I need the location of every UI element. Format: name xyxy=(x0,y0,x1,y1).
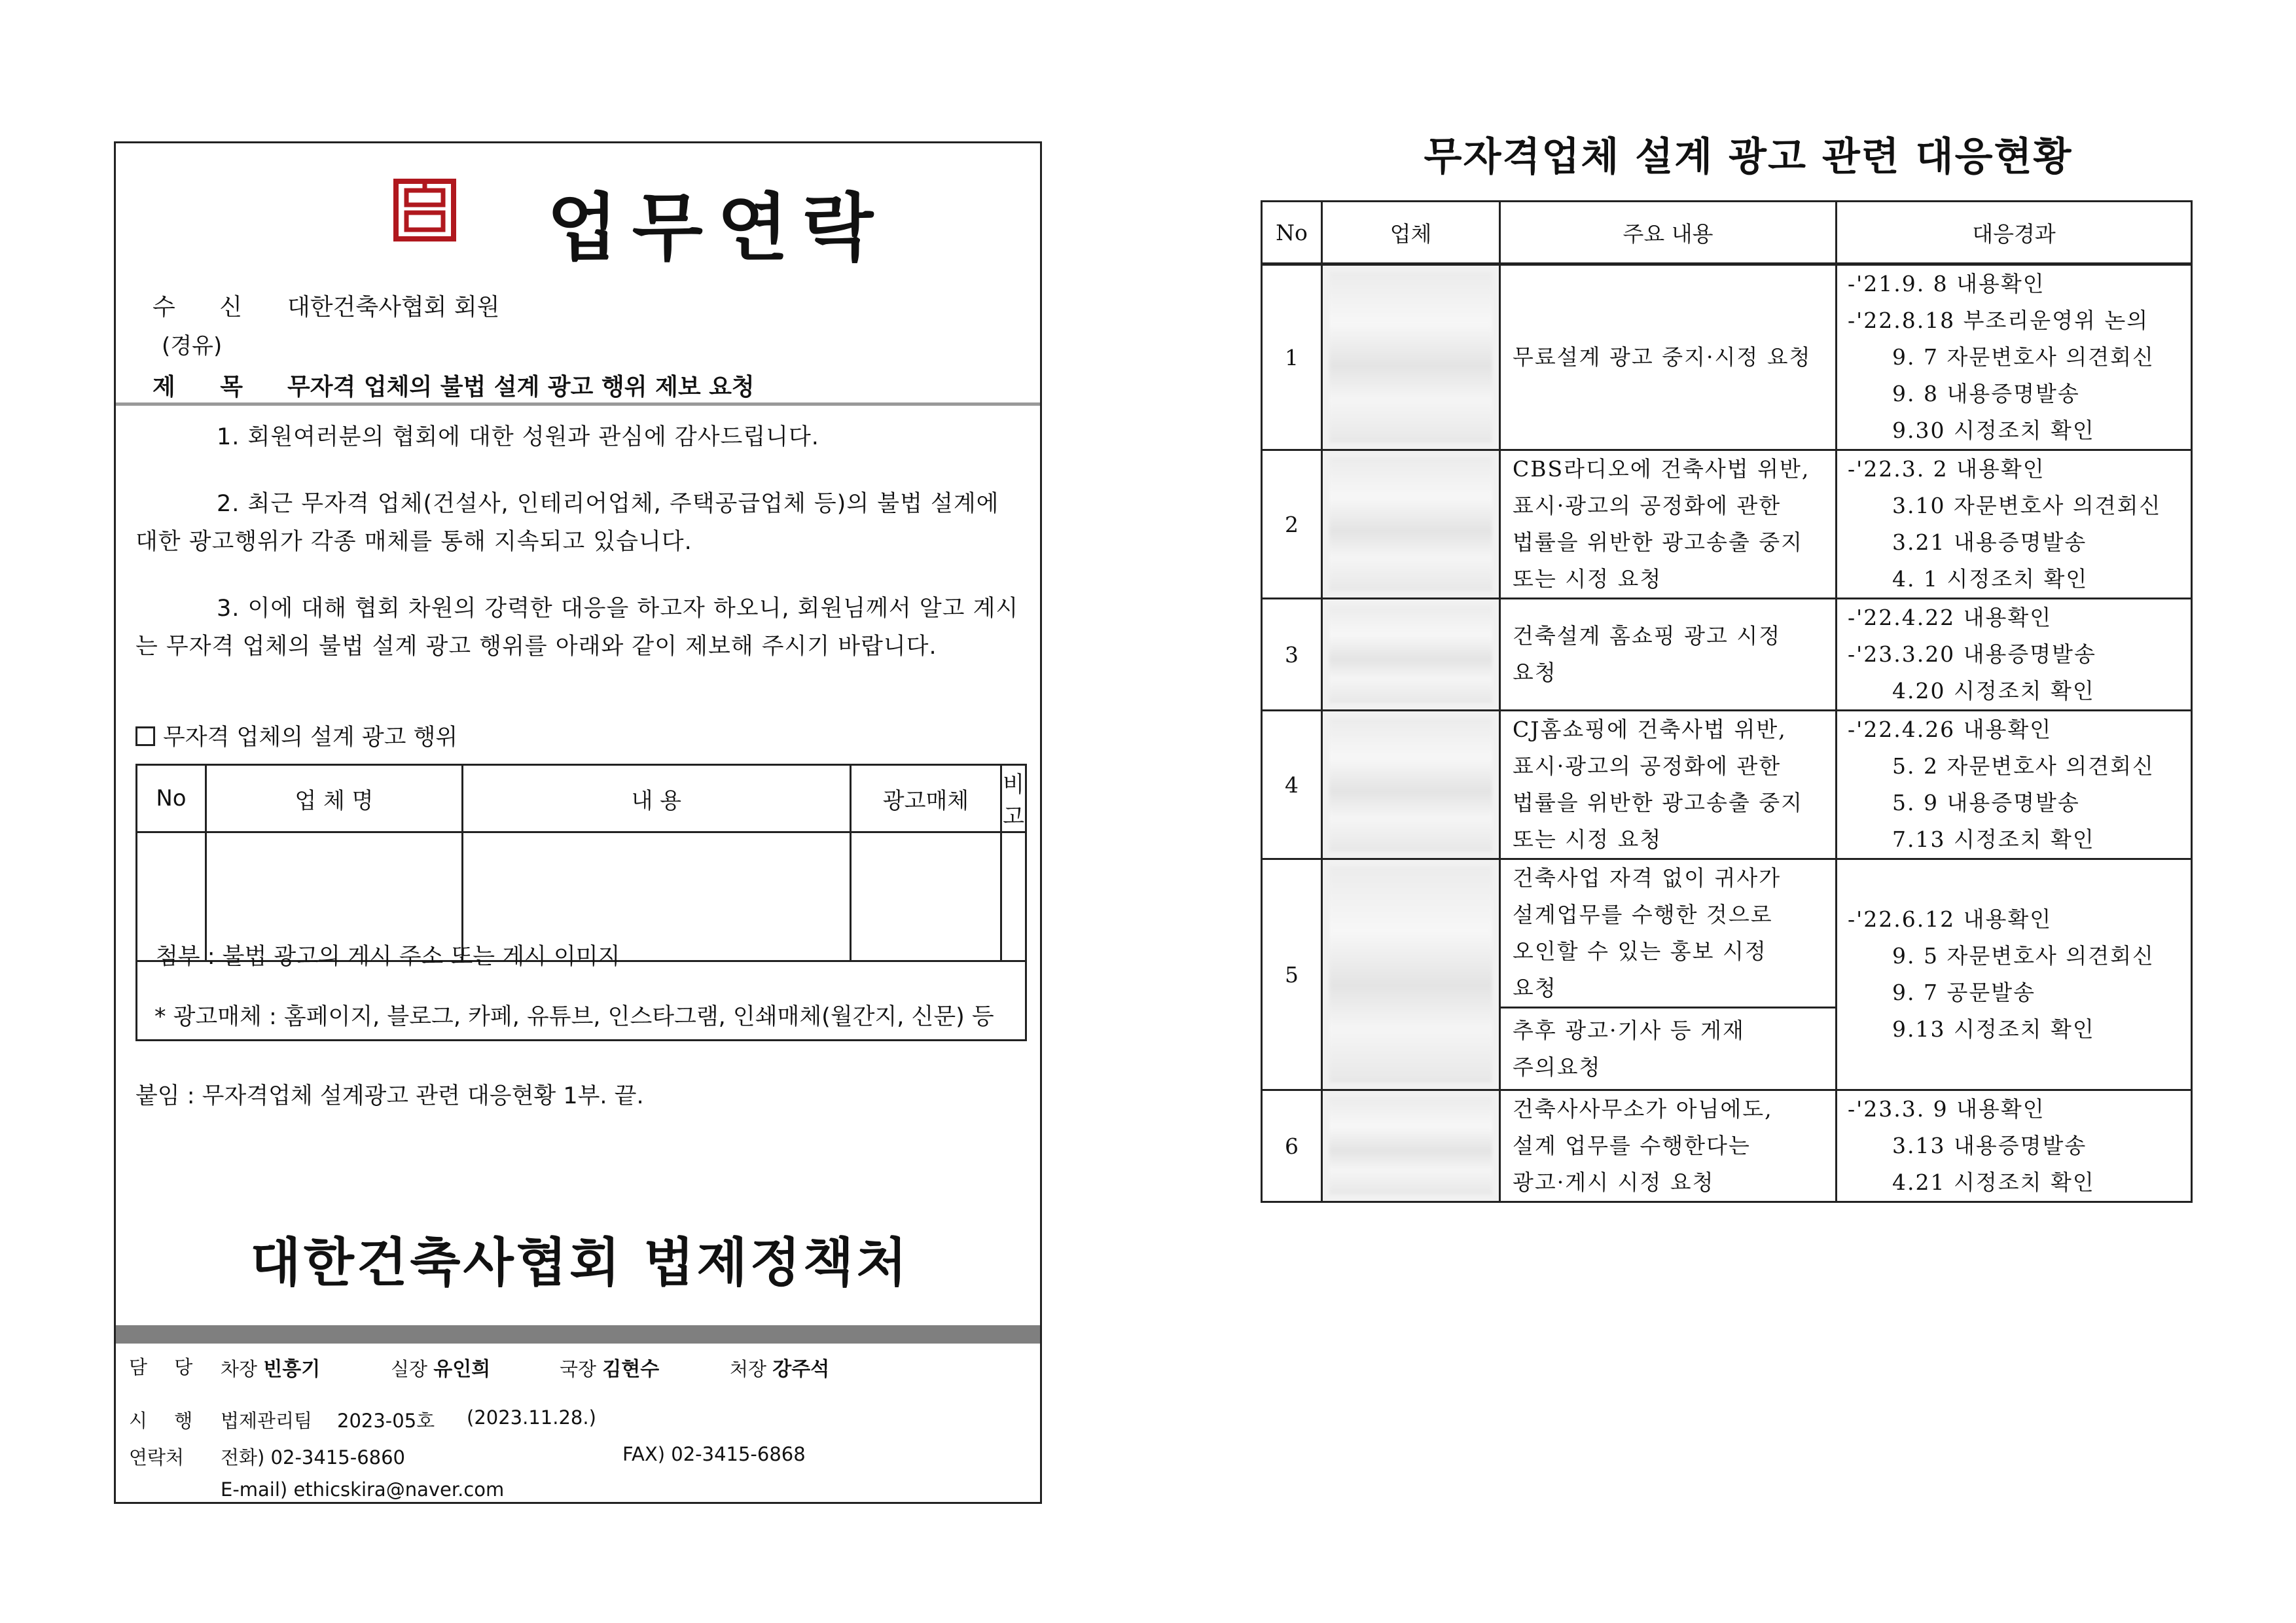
charge-label: 담 당 xyxy=(129,1356,204,1378)
document-number: 2023-05호 xyxy=(337,1410,435,1432)
report-cell-media[interactable] xyxy=(850,832,1001,961)
table-row xyxy=(1262,264,2192,450)
report-header-media: 광고매체 xyxy=(850,766,1001,832)
approver-4: 처장 강주석 xyxy=(730,1358,830,1381)
recipient-label: 수 신 xyxy=(152,294,260,321)
memo-title: 업무연락 xyxy=(547,186,888,271)
recipient-value: 대한건축사협회 회원 xyxy=(287,294,500,321)
table-row xyxy=(1262,859,2192,1008)
section-title: 무자격 업체의 설계 광고 행위 xyxy=(163,724,458,751)
company-redacted xyxy=(1322,599,1500,711)
row-result: -'21.9. 8 내용확인 -'22.8.18 부조리운영위 논의 9. 7 자문변호사 의견회신 9. 8 내용증명발송 9.30 시정조치 확인 xyxy=(1837,264,2192,450)
issuing-organization: 대한건축사협회 법제정책처 xyxy=(250,1232,910,1293)
company-redacted xyxy=(1322,711,1500,859)
row-number: 1 xyxy=(1262,264,1322,450)
row-number: 6 xyxy=(1262,1090,1322,1202)
header-divider xyxy=(116,402,1040,406)
approver-2: 실장 유인희 xyxy=(391,1358,491,1381)
phone-number: 전화) 02-3415-6860 xyxy=(221,1446,405,1469)
row-result: -'22.4.22 내용확인 -'23.3.20 내용증명발송 4.20 시정조치 확인 xyxy=(1837,599,2192,711)
table-row xyxy=(1262,450,2192,599)
table-row xyxy=(1262,1090,2192,1202)
issue-label: 시 행 xyxy=(129,1410,204,1432)
row-number: 5 xyxy=(1262,859,1322,1090)
subject-label: 제 목 xyxy=(152,374,262,401)
row-content: 무료설계 광고 중지·시정 요청 xyxy=(1500,264,1837,450)
status-header-company: 업체 xyxy=(1322,202,1500,264)
media-note: * 광고매체 : 홈페이지, 블로그, 카페, 유튜브, 인스타그램, 인쇄매체(월간지, 신문) 등 xyxy=(154,1004,994,1030)
approver-3: 국장 김현수 xyxy=(560,1358,660,1381)
section-heading xyxy=(135,719,457,752)
company-redacted xyxy=(1322,859,1500,1090)
row-result: -'22.3. 2 내용확인 3.10 자문변호사 의견회신 3.21 내용증명발송 4. 1 시정조치 확인 xyxy=(1837,450,2192,599)
company-redacted xyxy=(1322,264,1500,450)
report-header-remarks: 비고 xyxy=(1001,766,1025,832)
footer-divider xyxy=(116,1325,1040,1344)
row-content: CBS라디오에 건축사법 위반, 표시·광고의 공정화에 관한 법률을 위반한 광고송출 중지 또는 시정 요청 xyxy=(1500,450,1837,599)
company-redacted xyxy=(1322,1090,1500,1202)
paragraph-3: 3. 이에 대해 협회 차원의 강력한 대응을 하고자 하오니, 회원님께서 알고 계시는 무자격 업체의 불법 설계 광고 행위를 아래와 같이 제보해 주시기 바랍니다. xyxy=(135,596,1019,660)
status-header-result: 대응경과 xyxy=(1837,202,2192,264)
table-row xyxy=(1262,711,2192,859)
status-table xyxy=(1261,200,2193,1203)
paragraph-1: 1. 회원여러분의 협회에 대한 성원과 관심에 감사드립니다. xyxy=(217,424,819,450)
status-header-no: No xyxy=(1262,202,1322,264)
row-number: 2 xyxy=(1262,450,1322,599)
contact-label: 연락처 xyxy=(129,1446,185,1469)
checkbox-icon xyxy=(135,726,155,746)
row-result: -'22.4.26 내용확인 5. 2 자문변호사 의견회신 5. 9 내용증명발송 7.13 시정조치 확인 xyxy=(1837,711,2192,859)
paragraph-2: 2. 최근 무자격 업체(건설사, 인테리어업체, 주택공급업체 등)의 불법 설계에 대한 광고행위가 각종 매체를 통해 지속되고 있습니다. xyxy=(135,491,999,555)
fax-number: FAX) 02-3415-6868 xyxy=(622,1443,806,1465)
row-content: 건축사업 자격 없이 귀사가 설계업무를 수행한 것으로 오인할 수 있는 홍보 시정 요청 xyxy=(1500,859,1837,1008)
row-number: 3 xyxy=(1262,599,1322,711)
status-header-content: 주요 내용 xyxy=(1500,202,1837,264)
attachment-note: 첨부 : 불법 광고의 게시 주소 또는 게시 이미지 xyxy=(156,944,620,970)
status-table-title: 무자격업체 설계 광고 관련 대응현황 xyxy=(1424,134,2073,180)
report-cell-remarks[interactable] xyxy=(1001,832,1025,961)
report-header-company: 업 체 명 xyxy=(206,766,462,832)
subject-value: 무자격 업체의 불법 설계 광고 행위 제보 요청 xyxy=(287,374,755,401)
approver-1: 차장 빈흥기 xyxy=(221,1358,321,1381)
row-number: 4 xyxy=(1262,711,1322,859)
row-result: -'23.3. 9 내용확인 3.13 내용증명발송 4.21 시정조치 확인 xyxy=(1837,1090,2192,1202)
issuing-team: 법제관리팀 xyxy=(221,1410,313,1432)
report-form xyxy=(135,764,1027,1041)
memo-document xyxy=(114,141,1042,1504)
row-content-secondary: 추후 광고·기사 등 게재 주의요청 xyxy=(1500,1008,1837,1090)
email-address: E-mail) ethicskira@naver.com xyxy=(221,1478,505,1501)
row-content: 건축설계 홈쇼핑 광고 시정 요청 xyxy=(1500,599,1837,711)
report-table xyxy=(137,766,1025,962)
company-redacted xyxy=(1322,450,1500,599)
report-header-no: No xyxy=(137,766,206,832)
enclosure-note: 붙임 : 무자격업체 설계광고 관련 대응현황 1부. 끝. xyxy=(135,1083,644,1109)
issue-date: (2023.11.28.) xyxy=(467,1406,596,1429)
row-content: 건축사사무소가 아님에도, 설계 업무를 수행한다는 광고·게시 시정 요청 xyxy=(1500,1090,1837,1202)
via-label: (경유) xyxy=(162,333,223,359)
report-header-content: 내 용 xyxy=(462,766,850,832)
row-content: CJ홈쇼핑에 건축사법 위반, 표시·광고의 공정화에 관한 법률을 위반한 광고송출 중지 또는 시정 요청 xyxy=(1500,711,1837,859)
row-result: -'22.6.12 내용확인 9. 5 자문변호사 의견회신 9. 7 공문발송 9.13 시정조치 확인 xyxy=(1837,859,2192,1090)
table-row xyxy=(1262,599,2192,711)
